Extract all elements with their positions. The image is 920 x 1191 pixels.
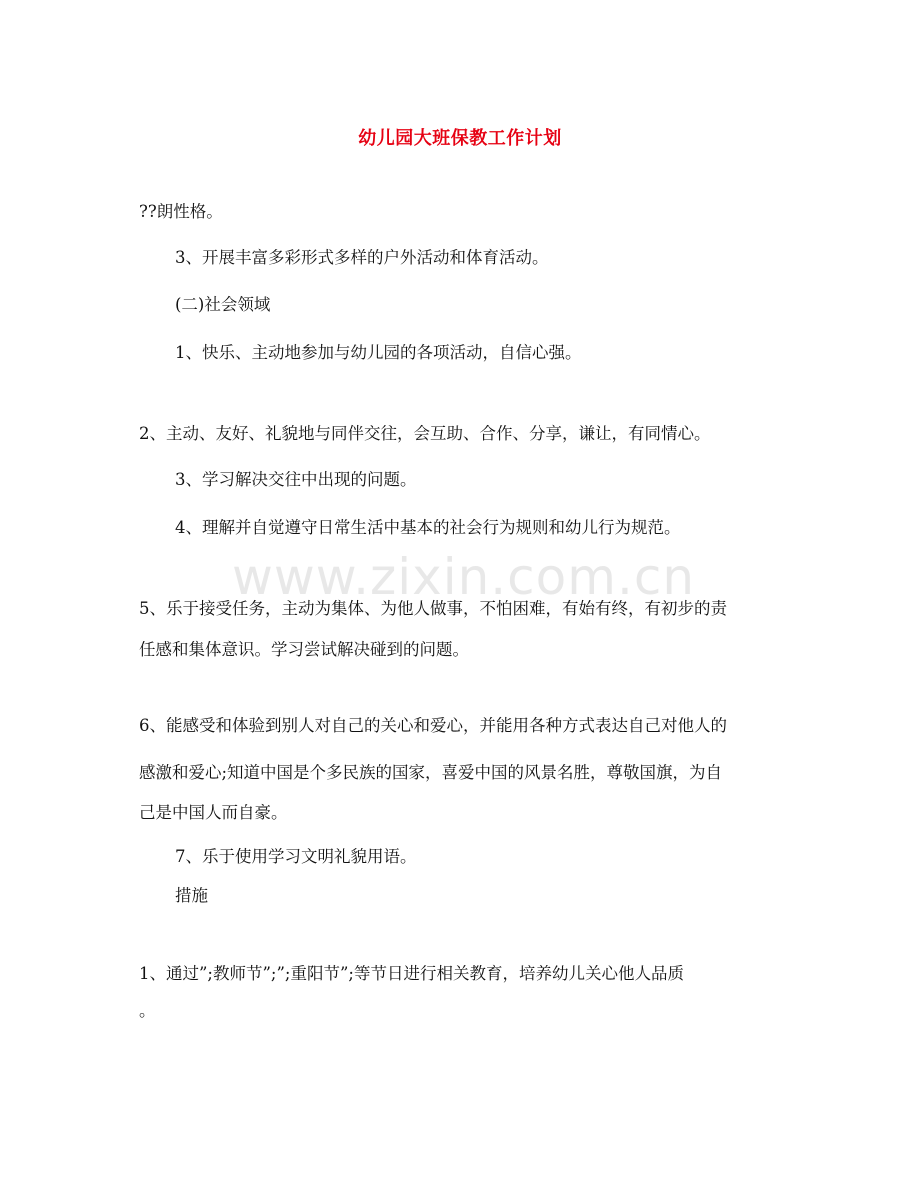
paragraph-line: 任感和集体意识。学习尝试解决碰到的问题。 — [139, 640, 469, 659]
document-title: 幼儿园大班保教工作计划 — [358, 128, 562, 149]
paragraph-line: 1、通过”;教师节”;”;重阳节”;等节日进行相关教育，培养幼儿关心他人品质 — [139, 964, 684, 983]
paragraph-line: ??朗性格。 — [139, 202, 223, 221]
paragraph-line: 2、主动、友好、礼貌地与同伴交往，会互助、合作、分享，谦让，有同情心。 — [139, 424, 711, 443]
section-heading: (二)社会领域 — [175, 295, 271, 314]
paragraph-line: 感激和爱心;知道中国是个多民族的国家，喜爱中国的风景名胜，尊敬国旗，为自 — [139, 763, 723, 782]
paragraph-line: 3、学习解决交往中出现的问题。 — [175, 470, 417, 489]
paragraph-line: 。 — [139, 1001, 156, 1020]
watermark-text: www.zixin.com.cn — [232, 548, 696, 606]
paragraph-line: 6、能感受和体验到别人对自己的关心和爱心，并能用各种方式表达自己对他人的 — [139, 716, 727, 735]
paragraph-line: 4、理解并自觉遵守日常生活中基本的社会行为规则和幼儿行为规范。 — [175, 518, 681, 537]
paragraph-line: 7、乐于使用学习文明礼貌用语。 — [175, 847, 417, 866]
paragraph-line: 3、开展丰富多彩形式多样的户外活动和体育活动。 — [175, 248, 549, 267]
paragraph-line: 1、快乐、主动地参加与幼儿园的各项活动，自信心强。 — [175, 343, 582, 362]
paragraph-line: 5、乐于接受任务，主动为集体、为他人做事，不怕困难，有始有终，有初步的责 — [139, 599, 727, 618]
paragraph-line: 己是中国人而自豪。 — [139, 803, 288, 822]
section-heading: 措施 — [175, 886, 208, 905]
